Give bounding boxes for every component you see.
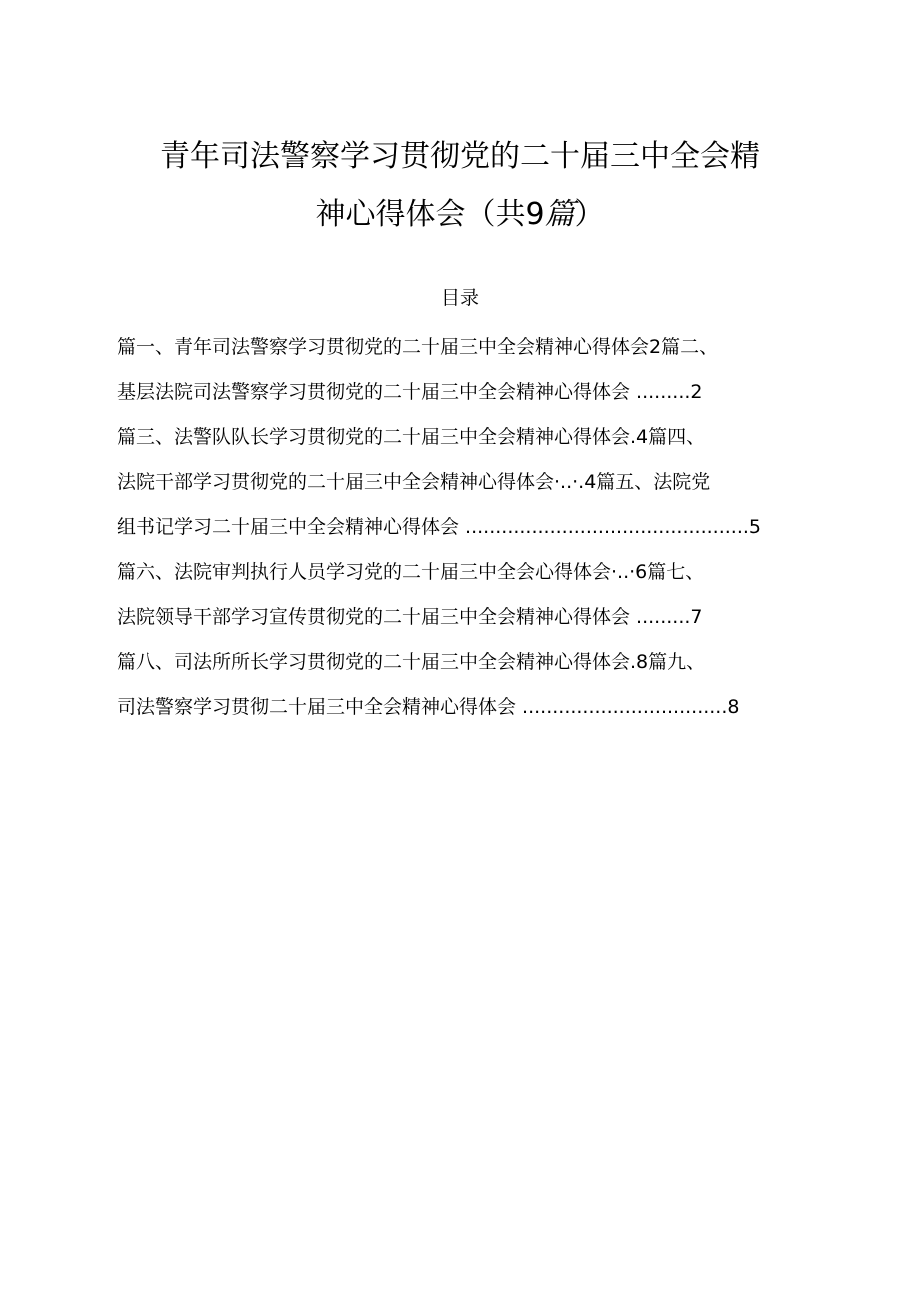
toc-line: 篇八、司法所所长学习贯彻党的二十届三中全会精神心得体会.8篇九、 [117,651,706,673]
table-of-contents [117,328,833,733]
document-title [0,128,920,244]
toc-line: 法院领导干部学习宣传贯彻党的二十届三中全会精神心得体会 .........7 [117,606,703,628]
toc-heading: 目录 [440,287,479,309]
toc-line: 篇六、法院审判执行人员学习党的二十届三中全会心得体会·..·6篇七、 [117,561,705,583]
toc-line: 组书记学习二十届三中全会精神心得体会 ...............................................5 [117,516,761,538]
toc-line: 篇一、青年司法警察学习贯彻党的二十届三中全会精神心得体会2篇二、 [117,336,719,358]
toc-line: 法院干部学习贯彻党的二十届三中全会精神心得体会·..·.4篇五、法院党 [117,471,711,493]
toc-line: 基层法院司法警察学习贯彻党的二十届三中全会精神心得体会 .........2 [117,381,703,403]
title-line-1: 青年司法警察学习贯彻党的二十届三中全会精 [160,139,760,174]
title-line-2-end: ） [574,197,605,232]
title-line-2-italic: 篇 [544,197,575,232]
title-line-2-main: 神心得体会（共9 [315,197,545,232]
title-line-2 [0,186,920,244]
toc-line: 司法警察学习贯彻二十届三中全会精神心得体会 ..................................8 [117,696,740,718]
toc-line: 篇三、法警队队长学习贯彻党的二十届三中全会精神心得体会.4篇四、 [117,426,706,448]
